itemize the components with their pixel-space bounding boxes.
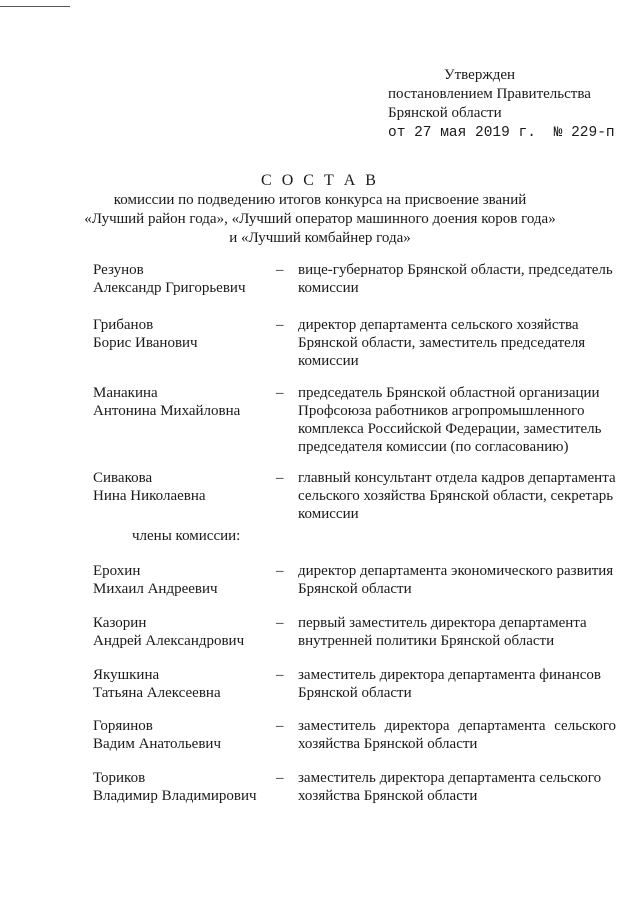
position: директор департамента сельского хозяйства Брянской области, заместитель председателя комиссии: [298, 317, 586, 369]
given-names: Александр Григорьевич: [93, 280, 246, 296]
dash: –: [276, 317, 284, 333]
approval-line-region: Брянской области: [388, 105, 502, 121]
given-names: Михаил Андреевич: [93, 581, 218, 597]
given-names: Вадим Анатольевич: [93, 736, 221, 752]
surname: Сивакова: [93, 470, 153, 486]
dash: –: [276, 718, 284, 734]
position: заместитель директора департамента сельского хозяйства Брянской области: [298, 770, 602, 804]
person-name: [93, 769, 263, 805]
surname: Манакина: [93, 385, 158, 401]
given-names: Антонина Михайловна: [93, 403, 241, 419]
dash: –: [276, 385, 284, 401]
given-names: Андрей Александрович: [93, 633, 245, 649]
top-rule: [0, 6, 70, 7]
given-names: Татьяна Алексеевна: [93, 685, 221, 701]
given-names: Владимир Владимирович: [93, 788, 257, 804]
position: главный консультант отдела кадров департамента сельского хозяйства Брянской области, секретарь комиссии: [298, 470, 616, 522]
members-heading: члены комиссии:: [132, 528, 241, 544]
person-name: [93, 469, 263, 505]
position: заместитель директора департамента финансов Брянской области: [298, 667, 602, 701]
surname: Ториков: [93, 770, 146, 786]
surname: Грибанов: [93, 317, 154, 333]
document-subtitle: [0, 191, 640, 248]
approval-line-resolution: постановлением Правительства: [388, 86, 591, 102]
position: председатель Брянской областной организации Профсоюза работников агропромышленного комплекса Российской Федерации, заместитель председателя комиссии (по согласованию): [298, 385, 602, 455]
subtitle-line-3: и «Лучший комбайнер года»: [229, 230, 411, 246]
surname: Казорин: [93, 615, 147, 631]
approval-stamp: [388, 66, 615, 143]
surname: Горяинов: [93, 718, 153, 734]
dash: –: [276, 563, 284, 579]
given-names: Борис Иванович: [93, 335, 198, 351]
person-name: [93, 666, 263, 702]
position: заместитель директора департамента сельского хозяйства Брянской области: [298, 718, 616, 752]
surname: Ерохин: [93, 563, 141, 579]
dash: –: [276, 615, 284, 631]
dash: –: [276, 470, 284, 486]
person-name: [93, 384, 263, 420]
approval-date: от 27 мая 2019 г.: [388, 125, 536, 141]
position: директор департамента экономического развития Брянской области: [298, 563, 614, 597]
surname: Резунов: [93, 262, 144, 278]
document-title: С О С Т А В: [261, 172, 379, 189]
approval-date-line: [388, 123, 615, 143]
position: первый заместитель директора департамента внутренней политики Брянской области: [298, 615, 587, 649]
person-name: [93, 562, 263, 598]
subtitle-line-2: «Лучший район года», «Лучший оператор машинного доения коров года»: [84, 211, 556, 227]
person-name: [93, 717, 263, 753]
approval-line-approved: Утвержден: [444, 67, 516, 83]
approval-number: № 229-п: [553, 125, 615, 141]
surname: Якушкина: [93, 667, 160, 683]
dash: –: [276, 262, 284, 278]
subtitle-line-1: комиссии по подведению итогов конкурса на присвоение званий: [113, 192, 527, 208]
person-name: [93, 316, 263, 352]
dash: –: [276, 770, 284, 786]
dash: –: [276, 667, 284, 683]
position: вице-губернатор Брянской области, председатель комиссии: [298, 262, 613, 296]
person-name: [93, 261, 263, 297]
given-names: Нина Николаевна: [93, 488, 206, 504]
person-name: [93, 614, 263, 650]
